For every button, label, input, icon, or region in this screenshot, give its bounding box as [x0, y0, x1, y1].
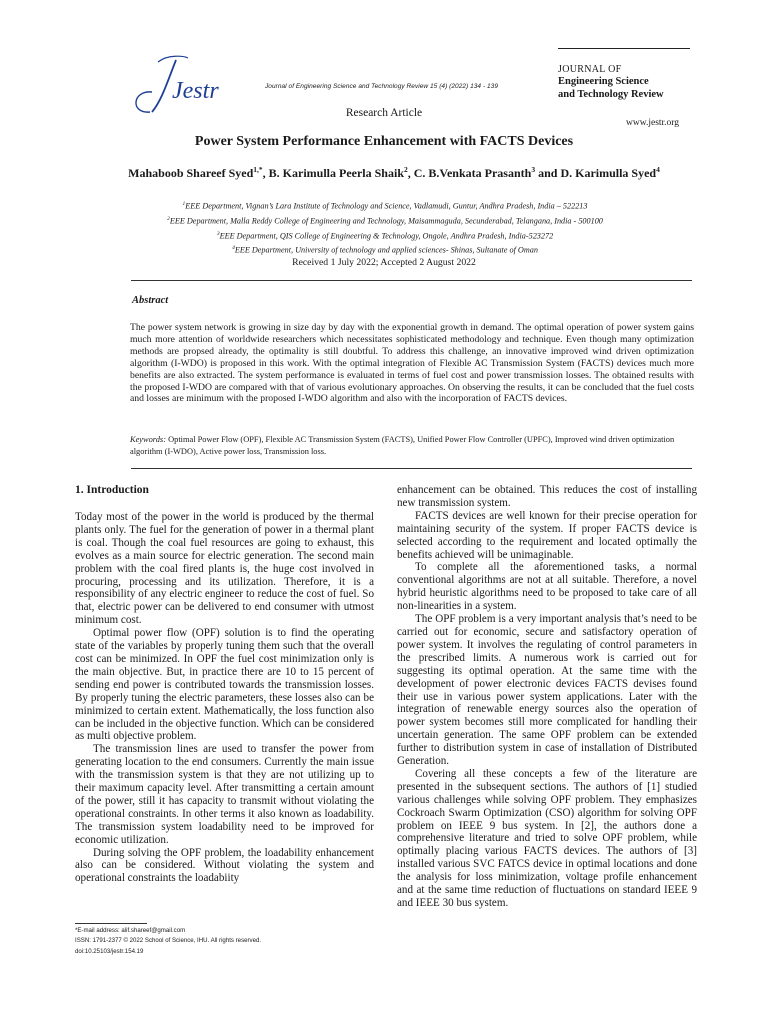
author-name: Mahaboob Shareef Syed: [128, 166, 254, 180]
affiliation-marker: 1: [182, 201, 186, 207]
affiliations: [90, 198, 680, 257]
journal-name-line1: JOURNAL OF: [558, 64, 622, 75]
paragraph: The transmission lines are used to transfer the power from generating location to the end consumers. Currently the main issue with the transmission system is that they are not utilizing up to their maximum capacity level. After transmitting a certain amount of the power, still it has capacity to transmit without violating the operational constraints. In other terms it also known as loadability. The transmission system loadability need to be improved for economic utilization.: [75, 743, 374, 846]
affiliation-line: [90, 242, 680, 257]
section-heading-introduction: 1. Introduction: [75, 484, 149, 496]
paragraph: The OPF problem is a very important analysis that’s need to be carried out for economic, secure and satisfactory operation of power system. It involves the regulating of control parameters in the prescribed limits. A numerous work is carried out for suggesting its optimal operation. At the same time with the development of power electronic devices FACTS devises found their use in various power system applications. Later with the integration of renewable energy sources also the operation of power system becomes still more complicated for handling their uncertain generation. The same OPF problem can be extended further to distribution system in case of installation of Distributed Generation.: [397, 613, 697, 768]
keywords: [130, 434, 694, 457]
author-affil-marker: 3: [531, 165, 536, 174]
body-column-right: [397, 484, 697, 910]
author-name: B. Karimulla Peerla Shaik: [268, 166, 404, 180]
keywords-text: Optimal Power Flow (OPF), Flexible AC Transmission System (FACTS), Unified Power Flow Controller (UPFC), Improved wind driven optimization algorithm (I-WDO), Active power loss, Transmission loss.: [130, 435, 675, 456]
author-affil-marker: 4: [656, 165, 660, 174]
affiliation-marker: 4: [232, 245, 235, 252]
paper-title: Power System Performance Enhancement with FACTS Devices: [194, 134, 574, 149]
author-list: [128, 162, 660, 182]
paragraph: Today most of the power in the world is produced by the thermal plants only. The fuel for the generation of power in a thermal plant is coal. Though the coal fuel resources are going to exhaust, this evolves as a main source for electric generation. The second main problem with the coal fired plants is, the huge cost involved in procuring, processing and its utilization. Therefore, it is a responsibility of any electric engineer to reduce the cost of fuel. So that, electric power can be delivered to end consumer with utmost minimum cost.: [75, 511, 374, 627]
journal-name-box: [558, 48, 690, 101]
journal-website[interactable]: www.jestr.org: [626, 118, 680, 128]
author-name: C. B.Venkata Prasanth: [413, 166, 532, 180]
footnote-doi: doi:10.25103/jestr.154.19: [75, 947, 144, 955]
journal-name-line3: and Technology Review: [558, 88, 664, 100]
journal-citation-line: Journal of Engineering Science and Technology Review 15 (4) (2022) 134 - 139: [265, 83, 499, 90]
paragraph: Covering all these concepts a few of the literature are presented in the subsequent sections. The authors of [1] studied various challenges while solving OPF problem. They emphasizes Cockroach Swarm Optimization (CSO) algorithm for solving OPF problem on IEEE 9 bus system. In [2], the authors done a comprehensive literature and tried to solve OPF problem, while optimally placing various FACTS devices. The authors of [3] installed various SVC FATCS device in optimal locations and done the analysis for loss minimization, voltage profile enhancement and at the same time reduction of fluctuations on standard IEEE 9 and IEEE 30 bus system.: [397, 767, 697, 909]
author-separator: ,: [407, 166, 414, 180]
received-dates: Received 1 July 2022; Accepted 2 August 2022: [292, 257, 476, 268]
abstract-text: The power system network is growing in size day by day with the exponential growth in demand. The optimal operation of power system gains much more attention of worldwide researchers which necessitates sophisticated methodology and technique. Even though many optimization methods are propsed already, the optimality is still doubtful. To address this challenge, an innovative improved wind driven optimization algorithm (I-WDO) is proposed in this work. With the optimal integration of Flexible AC Transmission System (FACTS) devices much more benefits are also extracted. The system performance is evaluated in terms of fuel cost and power transmission losses. The obtained results with the proposed I-WDO are compared with that of various evolutionary approaches. On observing the results, it can be concluded that the fuel costs and losses are minimum with the proposed I-WDO algorithm and also with the incorporation of FACTS devices.: [130, 322, 694, 405]
footnote-divider: [75, 923, 147, 924]
affiliation-text: EEE Department, University of technology and applied sciences- Shinas, Sultanate of Oman: [234, 246, 538, 256]
affiliation-marker: 2: [167, 215, 170, 222]
affiliation-text: EEE Department, Malla Reddy College of Engineering and Technology, Maisammaguda, Secunderabad, Telangana, India - 500100: [169, 216, 603, 226]
author-separator: and: [535, 166, 561, 180]
divider-top: [131, 280, 692, 281]
paragraph: FACTS devices are well known for their precise operation for maintaining security of the system. If proper FACTS device is selected according to the requirement and located optimally the benefits achieved will be unimaginable.: [397, 509, 697, 561]
affiliation-line: [90, 213, 680, 228]
affiliation-text: EEE Department, QIS College of Engineering & Technology, Ongole, Andhra Pradesh, India-523272: [219, 231, 554, 241]
abstract-heading: Abstract: [132, 295, 169, 306]
affiliation-line: [90, 228, 680, 243]
paragraph: During solving the OPF problem, the loadability enhancement also can be considered. Without violating the system and operational constraints the loadabiity: [75, 846, 374, 885]
keywords-label: Keywords:: [130, 435, 166, 444]
footnote-email: *E-mail address: alif.shareef@gmail.com: [75, 927, 186, 934]
affiliation-marker: 3: [216, 230, 220, 237]
author-name: D. Karimulla Syed: [560, 166, 657, 180]
author-separator: ,: [262, 166, 269, 180]
author-affil-marker: 2: [404, 165, 408, 174]
paragraph: To complete all the aforementioned tasks, a normal conventional algorithms are not at all suitable. Therefore, a novel hybrid heuristic algorithms need to be proposed to take care of all non-linearities in a system.: [397, 561, 697, 613]
author-affil-marker: 1,*: [253, 165, 263, 174]
divider-bottom: [131, 468, 692, 469]
body-column-left: [75, 511, 374, 885]
article-type: Research Article: [345, 107, 423, 119]
logo-text: Jestr: [172, 78, 219, 104]
journal-name-line2: Engineering Science: [558, 76, 649, 87]
affiliation-line: [90, 198, 680, 213]
footnote: [75, 926, 261, 957]
footnote-issn: ISSN: 1791-2377 © 2022 School of Science, IHU. All rights reserved.: [75, 937, 262, 945]
affiliation-text: EEE Department, Vignan’s Lara Institute of Technology and Science, Vadlamudi, Guntur, Andhra Pradesh, India – 522213: [185, 201, 588, 211]
paragraph: Optimal power flow (OPF) solution is to find the operating state of the variables by properly tuning them such that the overall cost can be minimized. In OPF the fuel cost minimization only is the main objective. But, in practice there are 10 to 15 percent of sending end power is contributed towards the transmission losses. By properly tuning the electric parameters, these losses also can be minimized to certain extent. Mathematically, the loss function also can be included in the objective function. Which can be considered as multi objective problem.: [75, 627, 374, 743]
paragraph: enhancement can be obtained. This reduces the cost of installing new transmission system.: [397, 484, 697, 509]
